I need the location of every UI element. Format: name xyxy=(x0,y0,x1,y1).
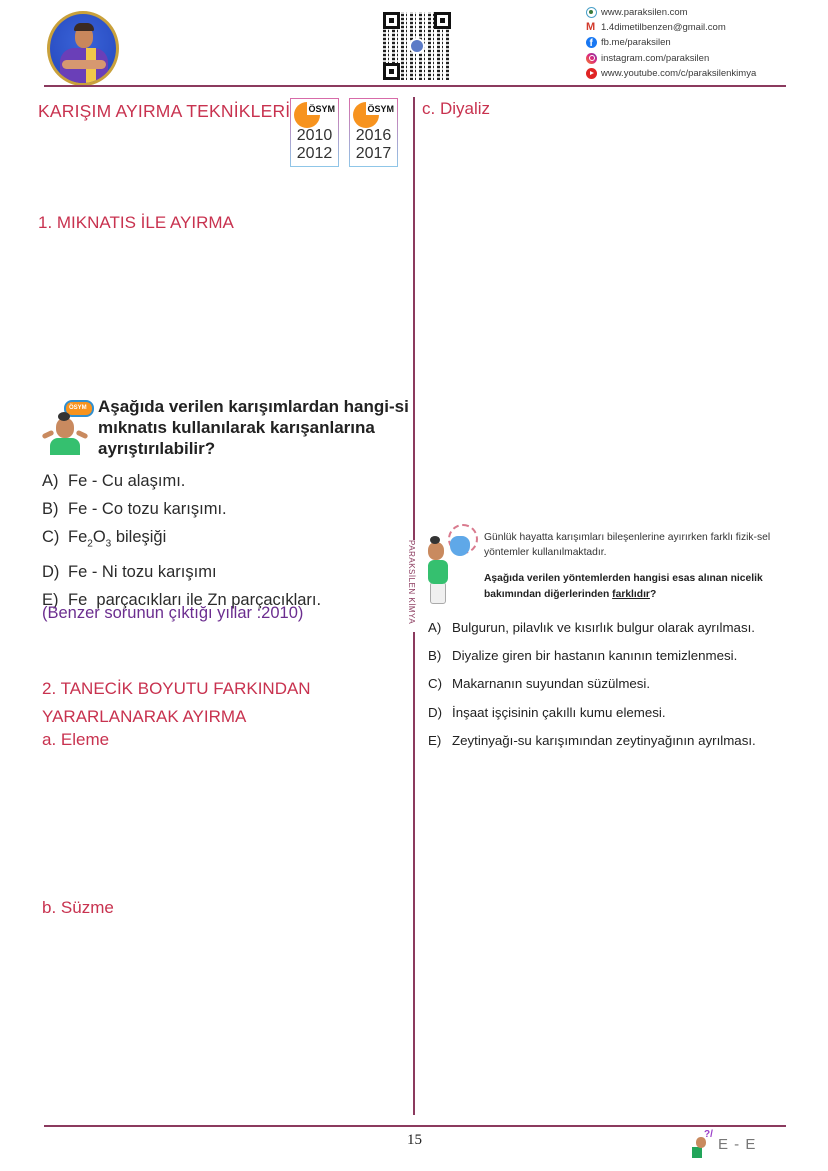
question2-stem-emphasis: farklıdır xyxy=(612,588,650,600)
subscript: 2 xyxy=(87,538,93,550)
contact-website[interactable] xyxy=(586,5,756,20)
meb-mascot-icon xyxy=(420,522,480,608)
author-avatar xyxy=(47,11,119,86)
question2-options xyxy=(428,614,756,755)
subheading-eleme: a. Eleme xyxy=(42,730,110,749)
footer-divider xyxy=(44,1125,786,1127)
mascot-shirt xyxy=(692,1147,702,1158)
question2-option-a[interactable] xyxy=(428,614,756,642)
option-text: Fe parçacıkları ile Zn parçacıkları. xyxy=(68,591,322,610)
footer-brand-text: E - E xyxy=(718,1135,757,1153)
header-divider xyxy=(44,85,786,87)
contact-facebook-text[interactable]: fb.me/paraksilen xyxy=(601,37,671,49)
footer-brand xyxy=(692,1129,756,1159)
osym-label: ÖSYM xyxy=(308,104,335,114)
qr-finder-icon xyxy=(383,63,400,80)
contact-youtube[interactable] xyxy=(586,66,756,81)
mascot-hair xyxy=(58,412,70,421)
speech-bubble-text: ÖSYM xyxy=(69,405,87,411)
badge-year: 2010 xyxy=(296,127,333,144)
question1-option-c[interactable] xyxy=(42,523,321,558)
badge-year: 2017 xyxy=(355,145,392,162)
avatar-arms xyxy=(62,60,106,69)
contact-website-text[interactable]: www.paraksilen.com xyxy=(601,7,688,18)
option-letter: D) xyxy=(428,704,443,720)
option-text: Diyalize giren bir hastanın kanının temizlenmesi. xyxy=(452,648,738,664)
section-heading-particle-size xyxy=(42,675,311,731)
badge-year: 2012 xyxy=(296,145,333,162)
contact-instagram[interactable] xyxy=(586,51,756,66)
osym-badge-2016-2017 xyxy=(349,98,398,167)
question1-option-d[interactable] xyxy=(42,558,321,586)
question2-stem xyxy=(484,571,784,602)
question2-option-b[interactable] xyxy=(428,642,756,670)
gmail-icon xyxy=(586,22,597,33)
osym-label: ÖSYM xyxy=(367,104,394,114)
option-text: O xyxy=(92,528,106,546)
option-text: İnşaat işçisinin çakıllı kumu elemesi. xyxy=(452,704,666,720)
option-text: Fe - Ni tozu karışımı xyxy=(68,563,217,582)
contact-youtube-text[interactable]: www.youtube.com/c/paraksilenkimya xyxy=(601,67,757,79)
mascot-legs xyxy=(430,582,446,604)
question2-option-d[interactable] xyxy=(428,699,756,727)
instagram-icon xyxy=(586,53,597,64)
question2-option-c[interactable] xyxy=(428,670,756,698)
option-text: Makarnanın suyundan süzülmesi. xyxy=(452,676,651,692)
mascot-shirt xyxy=(428,560,448,584)
badge-years xyxy=(291,127,338,163)
option-text: Bulgurun, pilavlık ve kısırlık bulgur olarak ayrılması. xyxy=(452,620,755,635)
option-letter: C) xyxy=(42,528,60,546)
badge-years xyxy=(350,127,397,163)
question2-intro: Günlük hayatta karışımları bileşenlerine ayırırken farklı fizik-sel yöntemler kullanılmaktadır. xyxy=(484,532,771,558)
section-heading-line: 2. TANECİK BOYUTU FARKINDAN xyxy=(42,679,311,698)
mascot-shirt xyxy=(50,438,80,455)
mascot-head xyxy=(428,542,444,560)
contact-email[interactable] xyxy=(586,20,756,35)
youtube-icon xyxy=(586,68,597,79)
facebook-icon xyxy=(586,37,597,48)
website-icon xyxy=(586,7,597,18)
qr-finder-icon xyxy=(383,12,400,29)
mascot-head xyxy=(56,418,74,438)
option-text: Fe xyxy=(68,528,88,546)
contact-list xyxy=(586,5,756,81)
osym-mascot-icon xyxy=(42,398,98,456)
question1-option-b[interactable] xyxy=(42,495,321,523)
avatar-hair xyxy=(74,23,94,31)
question2-stem-end: ? xyxy=(649,588,657,600)
question1-stem: Aşağıda verilen karışımlardan hangi-si mıknatıs kullanılarak karışanlarına ayrıştırılabilir? xyxy=(98,397,409,458)
contact-instagram-text[interactable]: instagram.com/paraksilen xyxy=(601,52,710,64)
option-letter: E) xyxy=(42,591,59,610)
subheading-suzme: b. Süzme xyxy=(42,898,114,917)
side-watermark xyxy=(407,540,421,632)
option-letter: B) xyxy=(428,648,442,664)
subheading-diyaliz: c. Diyaliz xyxy=(422,99,491,118)
question2-option-e[interactable] xyxy=(428,727,756,755)
subscript: 3 xyxy=(105,538,112,550)
option-text: Fe - Cu alaşımı. xyxy=(68,472,186,490)
qr-code[interactable] xyxy=(383,12,451,80)
mascot-hair xyxy=(430,536,440,544)
question1-options xyxy=(42,467,321,614)
section-heading-line: YARARLANARAK AYIRMA xyxy=(42,707,247,726)
option-letter: A) xyxy=(428,620,442,635)
page-title: KARIŞIM AYIRMA TEKNİKLERİ xyxy=(38,101,291,121)
option-letter: E) xyxy=(428,732,442,748)
option-text: bileşiği xyxy=(111,528,167,546)
question1-option-a[interactable] xyxy=(42,467,321,495)
contact-facebook[interactable] xyxy=(586,35,756,50)
question1-years-note: (Benzer sorunun çıktığı yıllar :2010) xyxy=(42,604,304,622)
question-mark-icon: ?/ xyxy=(704,1129,713,1140)
option-text: Fe - Co tozu karışımı. xyxy=(68,500,227,518)
thinking-mascot-icon xyxy=(692,1129,716,1159)
option-text: Zeytinyağı-su karışımından zeytinyağının ayrılması. xyxy=(452,732,756,748)
page-number: 15 xyxy=(407,1132,422,1148)
option-letter: C) xyxy=(428,676,443,692)
contact-email-text[interactable]: 1.4dimetilbenzen@gmail.com xyxy=(601,22,726,34)
badge-year: 2016 xyxy=(355,127,392,144)
option-letter: A) xyxy=(42,472,59,490)
flask-icon xyxy=(450,536,470,556)
mascot-arm xyxy=(76,430,89,440)
side-watermark-text: PARAKSİLEN KİMYA xyxy=(407,540,416,625)
osym-badge-2010-2012 xyxy=(290,98,339,167)
question2-stem-text: Aşağıda verilen yöntemlerden hangisi esas alınan nicelik bakımından diğerlerinden xyxy=(484,573,763,600)
option-letter: B) xyxy=(42,500,59,518)
qr-avatar-icon xyxy=(409,38,425,54)
mascot-arm xyxy=(42,430,55,440)
option-letter: D) xyxy=(42,563,60,582)
qr-finder-icon xyxy=(434,12,451,29)
section-heading-magnet: 1. MIKNATIS İLE AYIRMA xyxy=(38,213,234,232)
